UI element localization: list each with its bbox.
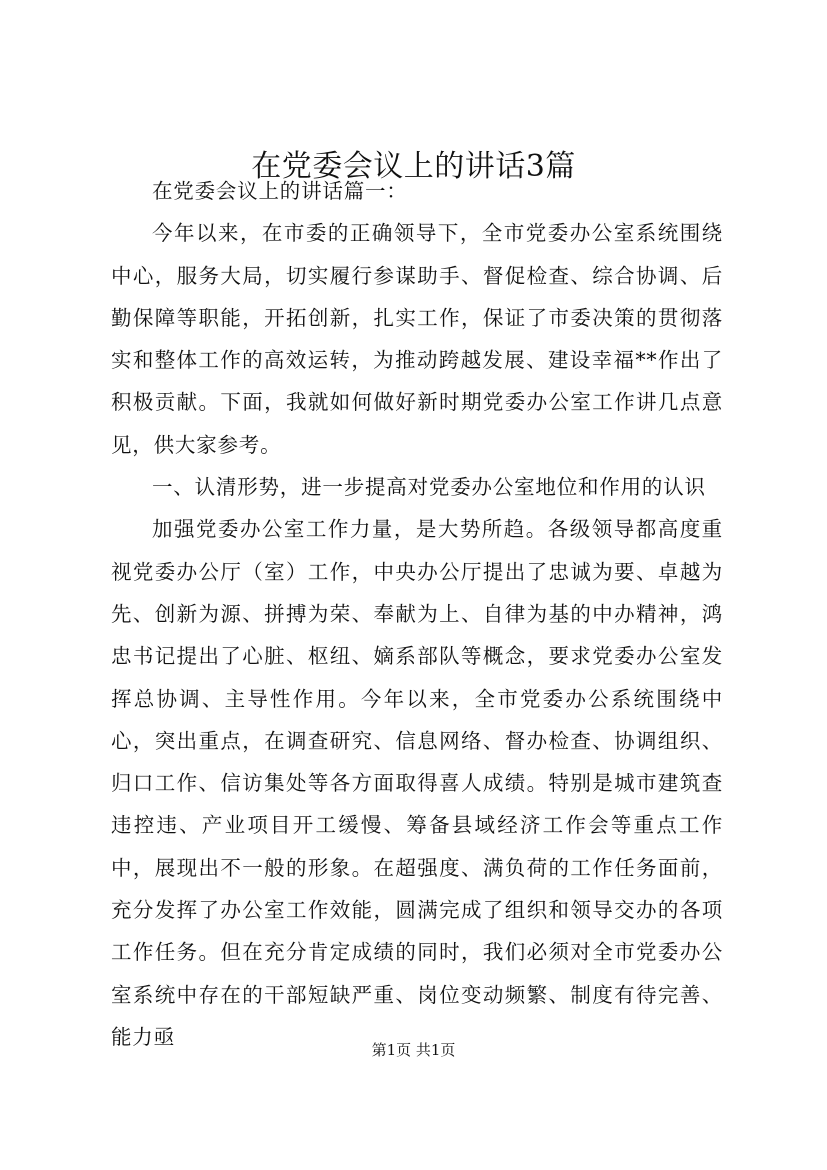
paragraph: 加强党委办公室工作力量，是大势所趋。各级领导都高度重视党委办公厅（室）工作，中央办公厅提出了忠诚为要、卓越为先、创新为源、拼搏为荣、奉献为上、自律为基的中办精神，鸿忠书记提出了心脏、枢纽、嫡系部队等概念，要求党委办公室发挥总协调、主导性作用。今年以来，全市党委办公系统围绕中心，突出重点，在调查研究、信息网络、督办检查、协调组织、归口工作、信访集处等各方面取得喜人成绩。特别是城市建筑查违控违、产业项目开工缓慢、筹备县域经济工作会等重点工作中，展现出不一般的形象。在超强度、满负荷的工作任务面前，充分发挥了办公室工作效能，圆满完成了组织和领导交办的各项工作任务。但在充分肯定成绩的同时，我们必须对全市党委办公室系统中存在的干部短缺严重、岗位变动频繁、制度有待完善、能力亟 — [111, 517, 723, 1049]
paragraph-intro: 在党委会议上的讲话篇一： — [152, 179, 408, 203]
paragraph: 今年以来，在市委的正确领导下，全市党委办公室系统围绕中心，服务大局，切实履行参谋助手、督促检查、综合协调、后勤保障等职能，开拓创新，扎实工作，保证了市委决策的贯彻落实和整体工作的高效运转，为推动跨越发展、建设幸福**作出了积极贡献。下面，我就如何做好新时期党委办公室工作讲几点意见，供大家参考。 — [111, 221, 723, 457]
section-heading: 一、认清形势，进一步提高对党委办公室地位和作用的认识 — [152, 475, 706, 500]
page-footer: 第1页 共1页 — [371, 1041, 456, 1059]
document-body — [111, 170, 723, 1058]
document-title: 在党委会议上的讲话3篇 — [251, 149, 576, 184]
